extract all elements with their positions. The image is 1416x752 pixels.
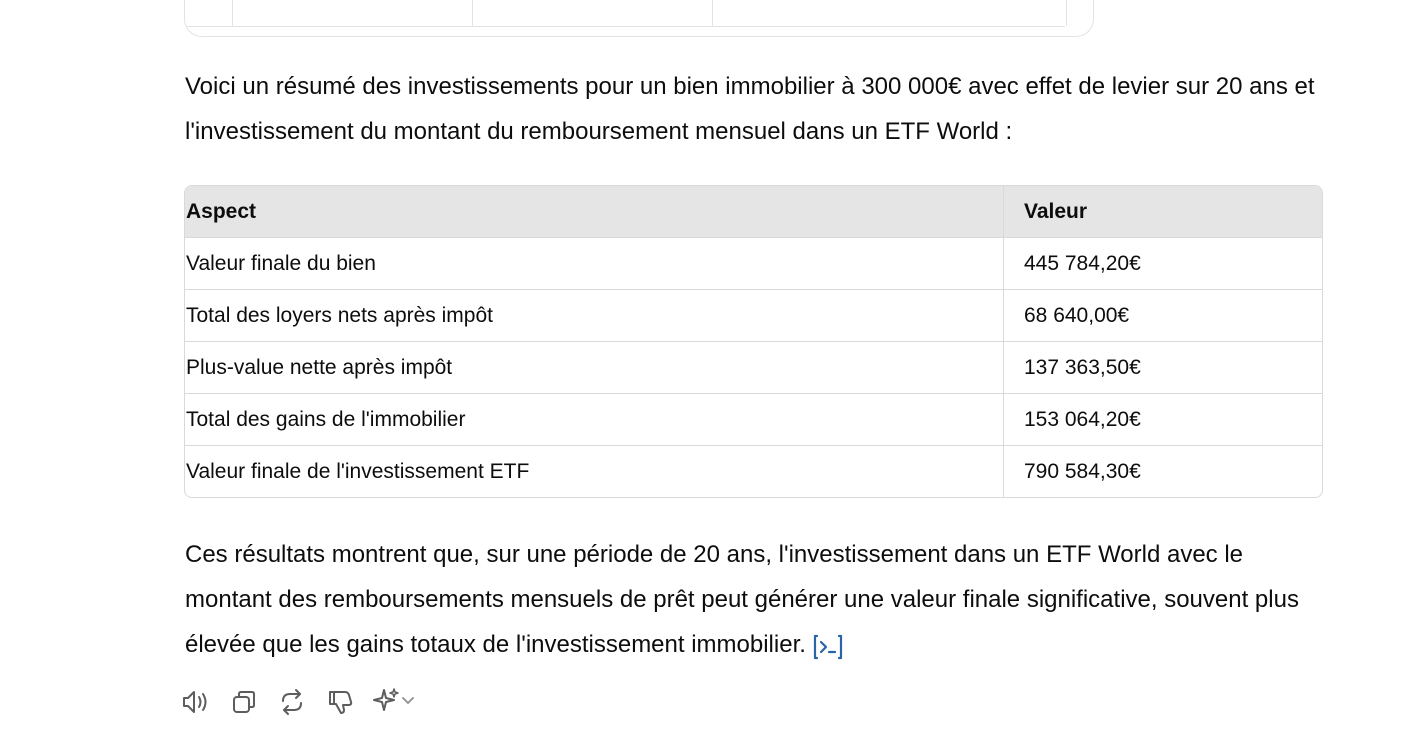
cell-aspect: Total des gains de l'immobilier <box>185 394 1004 446</box>
cell-aspect: Total des loyers nets après impôt <box>185 290 1004 342</box>
regenerate-button[interactable] <box>276 686 308 718</box>
grid-line <box>1066 0 1067 26</box>
chevron-down-icon <box>400 692 416 713</box>
cell-valeur: 68 640,00€ <box>1004 290 1323 342</box>
investment-summary-table <box>184 185 1323 498</box>
message-actions-bar <box>180 686 416 718</box>
table-row <box>185 394 1322 446</box>
read-aloud-icon <box>181 687 211 717</box>
code-source-icon[interactable] <box>812 630 844 656</box>
grid-line <box>472 0 473 26</box>
grid-line <box>712 0 713 26</box>
previous-spreadsheet-widget <box>184 0 1094 37</box>
model-switcher-button[interactable] <box>372 686 416 718</box>
conclusion-paragraph <box>185 532 1325 667</box>
grid-line <box>232 0 233 26</box>
read-aloud-button[interactable] <box>180 686 212 718</box>
cell-valeur: 790 584,30€ <box>1024 459 1141 483</box>
copy-button[interactable] <box>228 686 260 718</box>
dislike-button[interactable] <box>324 686 356 718</box>
copy-icon <box>230 688 258 716</box>
cell-aspect: Plus-value nette après impôt <box>185 342 1004 394</box>
table-row <box>185 238 1322 290</box>
header-aspect: Aspect <box>185 186 1004 238</box>
cell-aspect: Valeur finale de l'investissement ETF <box>185 446 1004 498</box>
conclusion-text: Ces résultats montrent que, sur une période de 20 ans, l'investissement dans un ETF World avec le montant des remboursements mensuels de prêt peut générer une valeur finale significative, souvent plus élevée que les gains totaux de l'investissement immobilier. <box>185 541 1299 658</box>
intro-paragraph: Voici un résumé des investissements pour un bien immobilier à 300 000€ avec effet de levier sur 20 ans et l'investissement du montant du remboursement mensuel dans un ETF World : <box>185 73 1315 145</box>
sparkle-icon <box>372 686 400 719</box>
cell-valeur: 153 064,20€ <box>1004 394 1323 446</box>
cell-valeur: 445 784,20€ <box>1004 238 1323 290</box>
cell-aspect: Valeur finale du bien <box>185 238 1004 290</box>
cell-valeur: 137 363,50€ <box>1004 342 1323 394</box>
thumbs-down-icon <box>326 688 354 716</box>
table-row <box>185 290 1322 342</box>
table-header-row <box>185 186 1322 238</box>
table-row <box>185 446 1322 498</box>
grid-line <box>185 26 1065 27</box>
header-valeur: Valeur <box>1004 186 1323 238</box>
regenerate-icon <box>278 688 306 716</box>
table-row <box>185 342 1322 394</box>
